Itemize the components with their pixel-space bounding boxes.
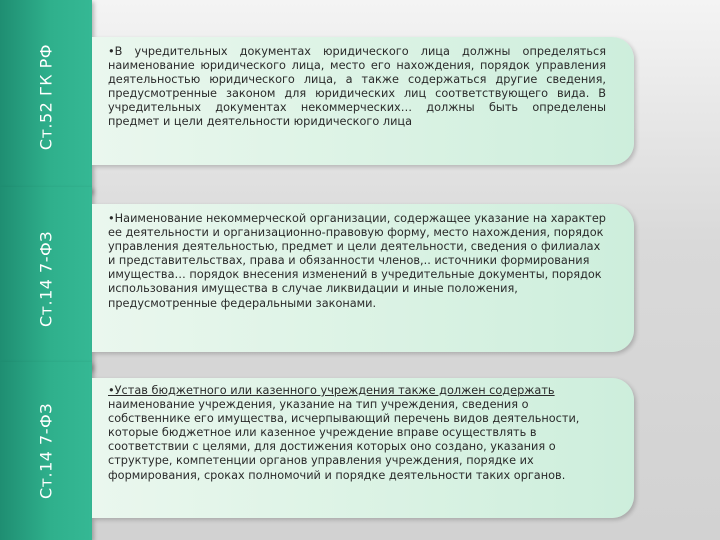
section-2-band <box>0 187 92 370</box>
section-3-text-lead: •Устав бюджетного или казенного учреждения также должен содержать <box>108 384 555 397</box>
section-1-text: •В учредительных документах юридического лица должны определяться наименование юридического лица, место его нахождения, порядок управления деятельностью юридического лица, а также содержаться другие сведения, предусмотренные законом для юридических лиц соответствующего вида. В учредительных документах некоммерческих… должны быть определены предмет и цели деятельности юридического лица <box>108 45 606 129</box>
section-2-text: •Наименование некоммерческой организации, содержащее указание на характер ее деятельности и организационно-правовую форму, место нахождения, порядок управления деятельностью, предмет и цели деятельности, сведения о филиалах и представительствах, права и обязанности членов,.. источники формирования имущества… порядок внесения изменений в учредительные документы, порядок использования имущества в случае ликвидации и иные положения, предусмотренные федеральными законами. <box>108 212 606 310</box>
section-2-card <box>92 204 634 352</box>
section-1-card <box>92 37 634 165</box>
section-1-band <box>0 0 92 193</box>
section-3-text-body: наименование учреждения, указание на тип учреждения, сведения о собственнике его имущества, исчерпывающий перечень видов деятельности, которые бюджетное или казенное учреждение вправе осуществлять в соответствии с целями, для достижения которых оно создано, указания о структуре, компетенции органов управления учреждения, порядке их формирования, сроках полномочий и порядке деятельности таких органов. <box>108 398 580 482</box>
section-2-label: Ст.14 7-ФЗ <box>36 230 56 327</box>
section-3-text <box>108 384 606 483</box>
section-3-card <box>92 378 634 518</box>
section-1-label: Ст.52 ГК РФ <box>36 43 56 150</box>
section-3-label: Ст.14 7-ФЗ <box>36 402 56 500</box>
section-3-band <box>0 362 92 540</box>
